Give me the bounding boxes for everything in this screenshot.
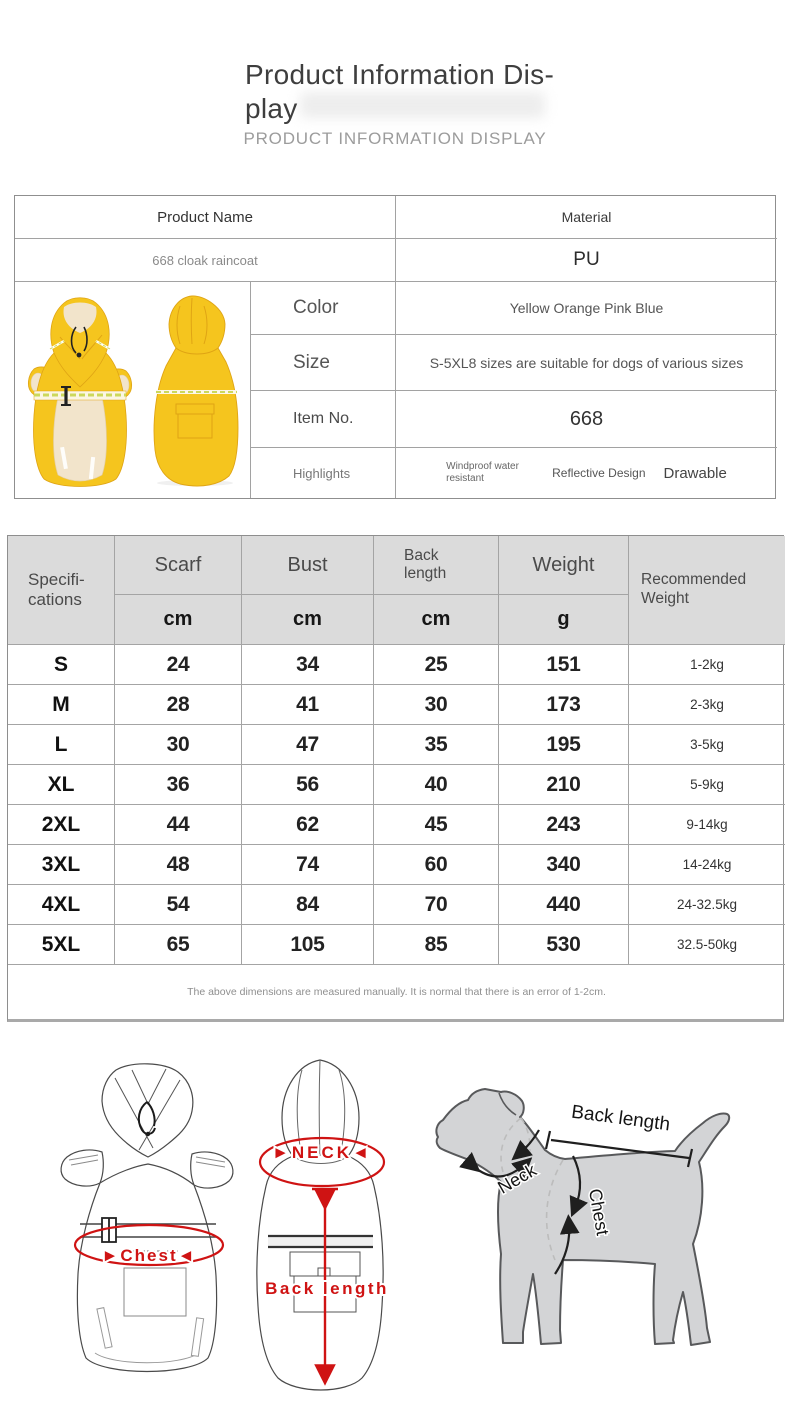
recommended-cell: 2-3kg [629, 685, 785, 725]
page-title-line1: Product Information Dis- [245, 59, 555, 90]
product-info-table [14, 195, 776, 499]
back-length-label: Back length [265, 1279, 389, 1298]
col-header-back-length [374, 536, 499, 595]
item-no-label: Item No. [251, 391, 396, 448]
col-header-scarf: Scarf [115, 536, 242, 595]
recommended-cell: 9-14kg [629, 805, 785, 845]
dog-measurement-diagram [423, 1062, 785, 1394]
product-name-value: 668 cloak raincoat [15, 239, 396, 282]
bust-cell: 84 [242, 885, 374, 925]
scarf-cell: 28 [115, 685, 242, 725]
material-header: Material [396, 196, 777, 239]
spec-header [8, 536, 115, 645]
scarf-cell: 30 [115, 725, 242, 765]
back-length-line1: Back [404, 547, 439, 565]
unit-back-length: cm [374, 595, 499, 645]
unit-weight: g [499, 595, 629, 645]
scarf-cell: 54 [115, 885, 242, 925]
weight-cell: 340 [499, 845, 629, 885]
bust-cell: 74 [242, 845, 374, 885]
col-header-weight: Weight [499, 536, 629, 595]
back-length-cell: 25 [374, 645, 499, 685]
raincoat-front-sketch [52, 1056, 247, 1401]
recommended-cell: 1-2kg [629, 645, 785, 685]
back-length-cell: 85 [374, 925, 499, 965]
weight-cell: 151 [499, 645, 629, 685]
scarf-cell: 24 [115, 645, 242, 685]
size-cell: XL [8, 765, 115, 805]
spec-header-line1: Specifi- [28, 569, 85, 589]
weight-cell: 173 [499, 685, 629, 725]
back-length-cell: 70 [374, 885, 499, 925]
dog-neck-label: Neck [494, 1159, 540, 1198]
back-neck-label: ►NECK◄ [272, 1143, 372, 1162]
scarf-cell: 48 [115, 845, 242, 885]
back-length-cell: 40 [374, 765, 499, 805]
spec-header-line2: cations [28, 590, 82, 609]
highlight-reflective: Reflective Design [552, 466, 646, 480]
unit-scarf: cm [115, 595, 242, 645]
dog-silhouette [436, 1089, 729, 1345]
size-cell: 3XL [8, 845, 115, 885]
recommended-cell: 32.5-50kg [629, 925, 785, 965]
size-cell: S [8, 645, 115, 685]
size-value: S-5XL8 sizes are suitable for dogs of various sizes [396, 335, 777, 391]
bust-cell: 62 [242, 805, 374, 845]
size-label: Size [251, 335, 396, 391]
recommended-cell: 3-5kg [629, 725, 785, 765]
scarf-cell: 65 [115, 925, 242, 965]
back-length-cell: 60 [374, 845, 499, 885]
weight-cell: 210 [499, 765, 629, 805]
highlights-value [396, 448, 777, 498]
bust-cell: 34 [242, 645, 374, 685]
highlight-windproof: Windproof water resistant [446, 460, 519, 484]
size-cell: M [8, 685, 115, 725]
bust-cell: 47 [242, 725, 374, 765]
back-length-line2: length [404, 565, 447, 582]
front-chest-label: ►Chest◄ [101, 1246, 197, 1265]
page-subtitle: PRODUCT INFORMATION DISPLAY [243, 129, 547, 148]
page-title-line2: play [245, 93, 298, 124]
product-name-header: Product Name [15, 196, 396, 239]
back-length-cell: 35 [374, 725, 499, 765]
back-length-cell: 45 [374, 805, 499, 845]
product-photo [15, 282, 251, 498]
bust-cell: 41 [242, 685, 374, 725]
page-title [245, 58, 555, 126]
raincoat-back-sketch [238, 1050, 433, 1405]
back-length-cell: 30 [374, 685, 499, 725]
size-cell: 5XL [8, 925, 115, 965]
raincoat-front-photo [24, 287, 136, 493]
raincoat-back-photo [142, 292, 242, 488]
weight-cell: 530 [499, 925, 629, 965]
color-label: Color [251, 282, 396, 335]
recommended-cell: 24-32.5kg [629, 885, 785, 925]
dog-chest-label: Chest [584, 1187, 613, 1237]
highlights-label: Highlights [251, 448, 396, 498]
weight-cell: 243 [499, 805, 629, 845]
item-no-value: 668 [396, 391, 777, 448]
dog-back-length-label: Back length [570, 1101, 672, 1136]
bust-cell: 56 [242, 765, 374, 805]
color-value: Yellow Orange Pink Blue [396, 282, 777, 335]
scarf-cell: 36 [115, 765, 242, 805]
col-header-recommended [629, 536, 785, 645]
weight-cell: 195 [499, 725, 629, 765]
material-value: PU [396, 239, 777, 282]
size-cell: 2XL [8, 805, 115, 845]
weight-cell: 440 [499, 885, 629, 925]
highlight-drawable: Drawable [663, 464, 727, 482]
measurement-note: The above dimensions are measured manually. It is normal that there is an error of 1-2cm. [187, 986, 606, 998]
unit-bust: cm [242, 595, 374, 645]
recommended-line1: Recommended [641, 571, 747, 589]
bust-cell: 105 [242, 925, 374, 965]
recommended-cell: 5-9kg [629, 765, 785, 805]
recommended-cell: 14-24kg [629, 845, 785, 885]
recommended-line2: Weight [641, 590, 689, 607]
col-header-bust: Bust [242, 536, 374, 595]
size-cell: L [8, 725, 115, 765]
size-chart-table [7, 535, 784, 1022]
scarf-cell: 44 [115, 805, 242, 845]
size-cell: 4XL [8, 885, 115, 925]
